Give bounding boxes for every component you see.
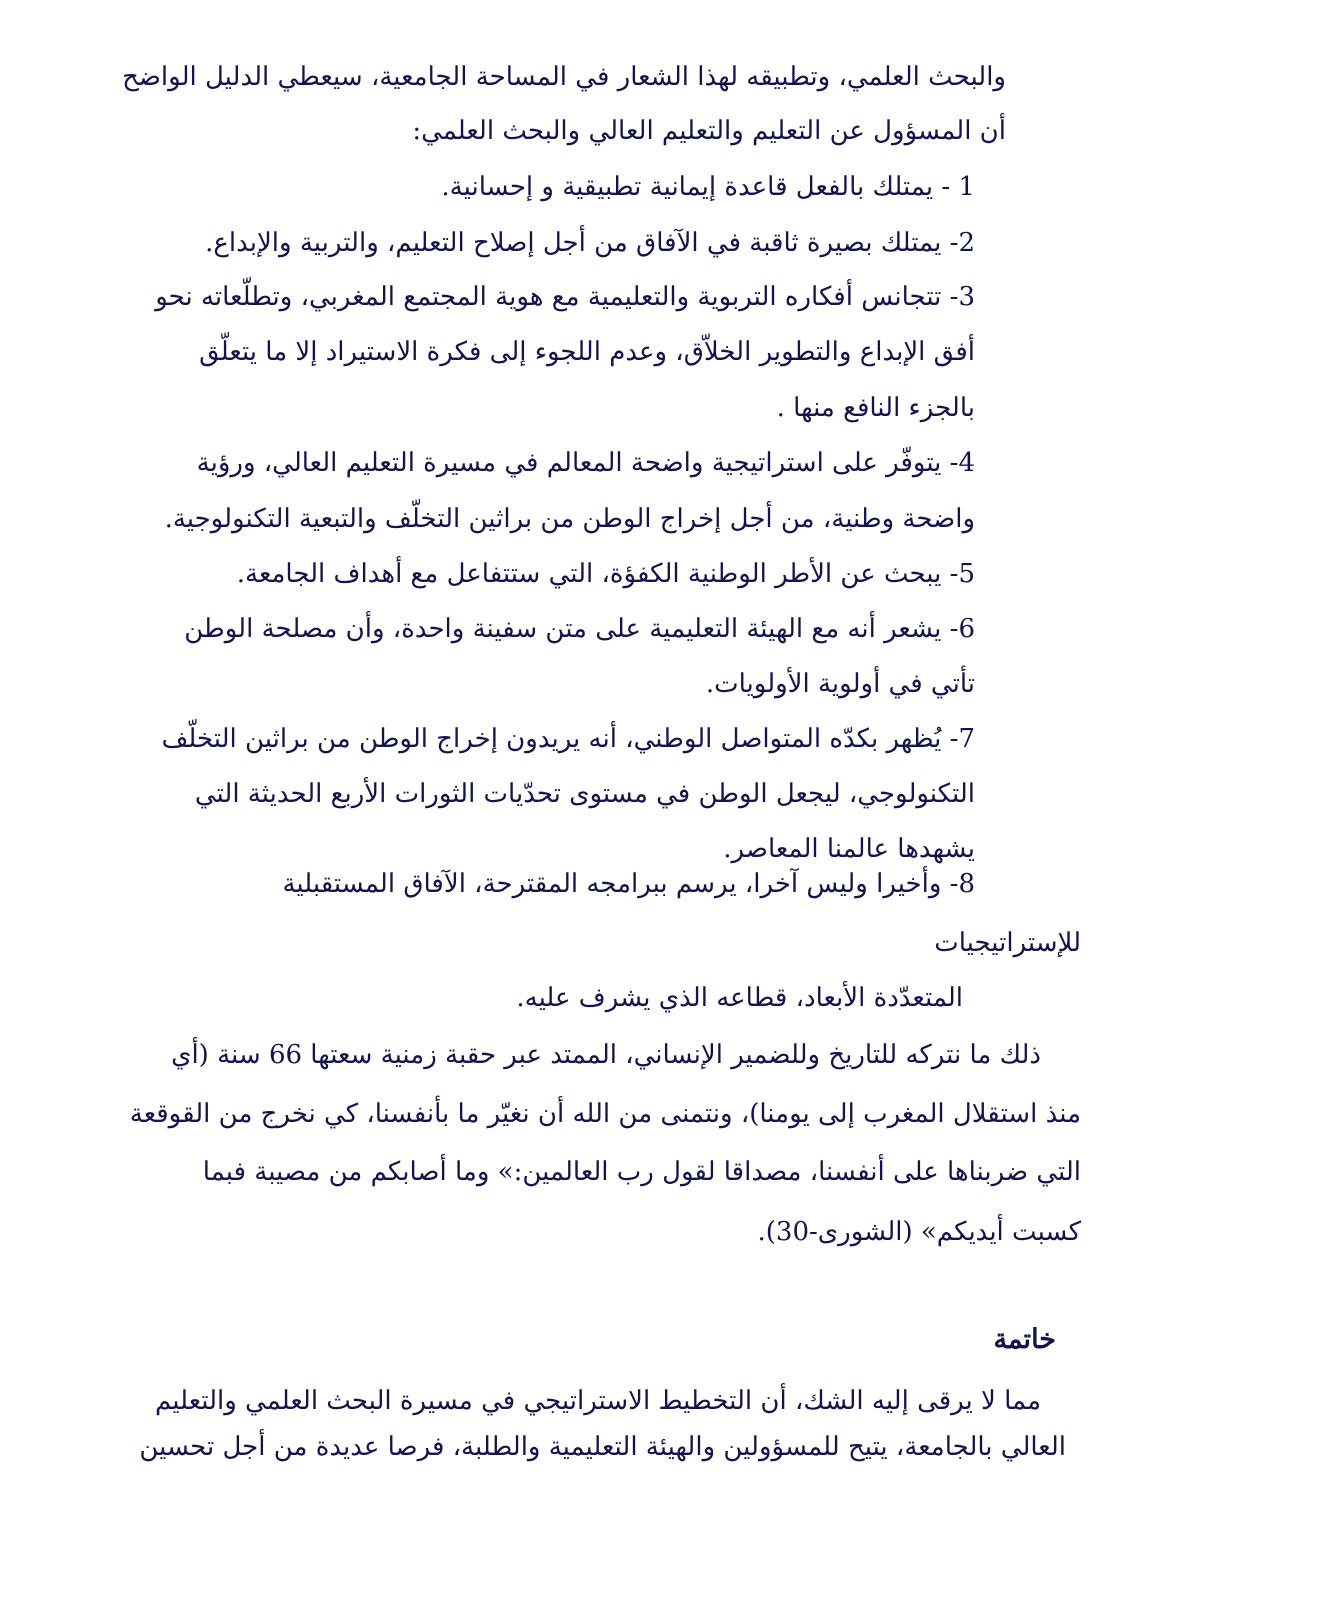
paragraph-line: العالي بالجامعة، يتيح للمسؤولين والهيئة التعليمية والطلبة، فرصا عديدة من أجل تحسين	[139, 1432, 1066, 1462]
list-item: 6- يشعر أنه مع الهيئة التعليمية على متن سفينة واحدة، وأن مصلحة الوطن	[184, 614, 975, 644]
list-item: 7- يُظهر بكدّه المتواصل الوطني، أنه يريدون إخراج الوطن من براثين التخلّف	[161, 724, 975, 754]
list-item-continuation: أفق الإبداع والتطوير الخلاّق، وعدم اللجوء إلى فكرة الاستيراد إلا ما يتعلّق	[199, 337, 975, 367]
paragraph-line: ذلك ما نتركه للتاريخ وللضمير الإنساني، الممتد عبر حقبة زمنية سعتها 66 سنة (أي	[171, 1040, 1041, 1070]
list-item-continuation: للإستراتيجيات	[934, 928, 1081, 958]
list-item: 5- يبحث عن الأطر الوطنية الكفؤة، التي ستتفاعل مع أهداف الجامعة.	[236, 559, 975, 589]
list-item-continuation: بالجزء النافع منها .	[776, 393, 975, 423]
paragraph-line: منذ استقلال المغرب إلى يومنا)، ونتمنى من الله أن نغيّر ما بأنفسنا، كي نخرج من القوقعة	[129, 1099, 1081, 1129]
section-heading: خاتمة	[993, 1324, 1056, 1355]
list-item: 3- تتجانس أفكاره التربوية والتعليمية مع هوية المجتمع المغربي، وتطلّعاته نحو	[155, 282, 975, 312]
list-item: 8- وأخيرا وليس آخرا، يرسم ببرامجه المقترحة، الآفاق المستقبلية	[282, 869, 975, 899]
list-item: 1 - يمتلك بالفعل قاعدة إيمانية تطبيقية و إحسانية.	[441, 172, 975, 202]
list-item-continuation: واضحة وطنية، من أجل إخراج الوطن من براثين التخلّف والتبعية التكنولوجية.	[164, 504, 975, 534]
list-item: 4- يتوفّر على استراتيجية واضحة المعالم في مسيرة التعليم العالي، ورؤية	[196, 448, 975, 478]
paragraph-line: التي ضربناها على أنفسنا، مصداقا لقول رب العالمين:» وما أصابكم من مصيبة فبما	[202, 1157, 1081, 1187]
paragraph-line: كسبت أيديكم» (الشورى-30).	[757, 1217, 1081, 1247]
paragraph-line: مما لا يرقى إليه الشك، أن التخطيط الاستراتيجي في مسيرة البحث العلمي والتعليم	[154, 1386, 1041, 1416]
list-item-continuation: المتعدّدة الأبعاد، قطاعه الذي يشرف عليه.	[516, 983, 963, 1013]
list-item-continuation: التكنولوجي، ليجعل الوطن في مستوى تحدّيات الثورات الأربع الحديثة التي	[194, 779, 975, 809]
list-item-continuation: يشهدها عالمنا المعاصر.	[723, 834, 975, 864]
text-line: أن المسؤول عن التعليم والتعليم العالي والبحث العلمي:	[412, 116, 1006, 146]
text-line: والبحث العلمي، وتطبيقه لهذا الشعار في المساحة الجامعية، سيعطي الدليل الواضح	[122, 62, 1006, 92]
list-item-continuation: تأتي في أولوية الأولويات.	[705, 669, 975, 699]
list-item: 2- يمتلك بصيرة ثاقبة في الآفاق من أجل إصلاح التعليم، والتربية والإبداع.	[205, 228, 975, 258]
